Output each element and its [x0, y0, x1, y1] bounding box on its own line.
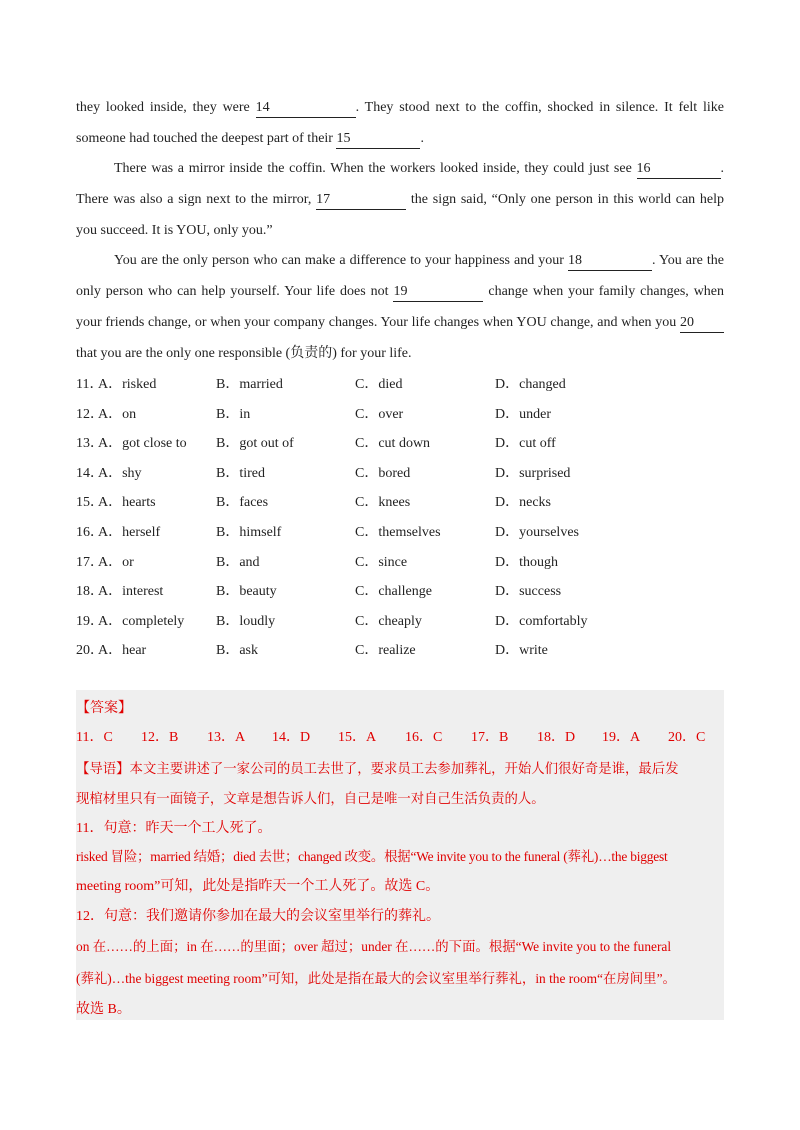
option-d: D．comfortably: [495, 613, 588, 629]
passage-text: .: [720, 161, 725, 176]
passage-line: [76, 184, 724, 215]
question-number: 15．: [76, 495, 104, 511]
answer-heading: 【答案】: [76, 701, 132, 716]
answer-key: 19．A: [602, 730, 641, 745]
option-c: C．cheaply: [355, 613, 422, 629]
option-b: B．tired: [216, 465, 265, 481]
passage-text: There was also a sign next to the mirror,: [76, 192, 312, 207]
option-b: B．got out of: [216, 436, 294, 452]
question-row: [76, 548, 724, 578]
passage-text: the sign said, “Only one person in this world can help: [410, 192, 725, 207]
q11-meaning: 11．句意：昨天一个工人死了。: [76, 821, 272, 836]
question-row: [76, 429, 724, 459]
option-d: D．success: [495, 584, 562, 600]
option-b: B．faces: [216, 495, 269, 511]
question-number: 12．: [76, 406, 104, 422]
passage-line: [76, 92, 724, 123]
option-a: A．hear: [98, 643, 147, 659]
option-c: C．realize: [355, 643, 416, 659]
passage-line: [76, 153, 724, 184]
option-c: C．over: [355, 406, 404, 422]
question-row: [76, 488, 724, 518]
option-a: A．herself: [98, 524, 161, 540]
option-a: A．got close to: [98, 436, 187, 452]
q11-explanation: meeting room”可知，此处是指昨天一个工人死了。故选 C。: [76, 879, 440, 894]
question-row: [76, 400, 724, 430]
passage-text: they looked inside, they were: [76, 100, 250, 115]
question-number: 11．: [76, 377, 104, 392]
blank-16: 16: [637, 160, 721, 179]
blank-14: 14: [256, 99, 356, 118]
option-c: C．knees: [355, 495, 411, 511]
option-c: C．themselves: [355, 524, 441, 540]
option-a: A．interest: [98, 584, 164, 600]
blank-18: 18: [568, 252, 652, 271]
question-number: 18．: [76, 584, 104, 600]
passage-text: change when your family changes, when: [488, 284, 725, 299]
guide-text: 现棺材里只有一面镜子，文章是想告诉人们，自己是唯一对自己生活负责的人。: [76, 791, 545, 806]
answer-key: 18．D: [537, 730, 576, 745]
option-b: B．beauty: [216, 584, 277, 600]
option-c: C．bored: [355, 465, 411, 481]
option-c: C．since: [355, 554, 408, 570]
question-row: [76, 518, 724, 548]
option-c: C．died: [355, 377, 403, 392]
q12-explanation: on 在……的上面；in 在……的里面；over 超过；under 在……的下面。根据“We invite you to the funeral: [76, 939, 672, 954]
guide-text: 【导语】本文主要讲述了一家公司的员工去世了，要求员工去参加葬礼，开始人们很好奇是谁，最后发: [76, 761, 679, 776]
passage-line: [76, 245, 724, 276]
question-row: [76, 459, 724, 489]
passage-text: . They stood next to the coffin, shocked in silence. It felt like: [355, 100, 724, 115]
question-number: 13．: [76, 436, 104, 452]
option-d: D．changed: [495, 377, 566, 392]
question-number: 14．: [76, 465, 104, 481]
passage-text: There was a mirror inside the coffin. When the workers looked inside, they could just see: [114, 161, 632, 176]
answer-key: 12．B: [141, 730, 179, 745]
passage-line: you succeed. It is YOU, only you.”: [76, 223, 273, 238]
question-options: [76, 370, 724, 666]
answer-key: 11．C: [76, 730, 113, 745]
option-d: D．necks: [495, 495, 551, 511]
blank-15: 15: [336, 130, 420, 149]
option-a: A．completely: [98, 613, 185, 629]
option-b: B．and: [216, 554, 260, 570]
blank-17: 17: [316, 191, 406, 210]
option-a: A．or: [98, 554, 134, 570]
passage-paragraph-1: [76, 92, 724, 154]
option-d: D．yourselves: [495, 524, 579, 540]
passage-paragraph-2: [76, 153, 724, 246]
answer-key: 16．C: [405, 730, 443, 745]
option-a: A．shy: [98, 465, 142, 481]
option-d: D．surprised: [495, 465, 571, 481]
question-number: 17．: [76, 554, 104, 570]
passage-paragraph-3: [76, 245, 724, 369]
passage-text: your friends change, or when your company changes. Your life changes when YOU change, and when you: [76, 315, 677, 330]
option-a: A．on: [98, 406, 137, 422]
option-d: D．write: [495, 643, 548, 659]
question-row: [76, 636, 724, 666]
answer-key: 14．D: [272, 730, 311, 745]
passage-line: [76, 276, 724, 307]
passage-text: someone had touched the deepest part of their: [76, 131, 333, 146]
passage-line: [76, 307, 724, 338]
passage-text: .: [420, 131, 424, 146]
option-c: C．challenge: [355, 584, 432, 600]
question-row: [76, 607, 724, 637]
passage-line: [76, 123, 724, 154]
question-row: [76, 577, 724, 607]
option-d: D．though: [495, 554, 558, 570]
question-number: 16．: [76, 524, 104, 540]
blank-20: 20: [680, 314, 724, 333]
answer-key: 17．B: [471, 730, 509, 745]
question-number: 20．: [76, 643, 104, 659]
passage-text: You are the only person who can make a difference to your happiness and your: [114, 253, 564, 268]
q12-meaning: 12．句意：我们邀请你参加在最大的会议室里举行的葬礼。: [76, 909, 440, 924]
option-b: B．ask: [216, 643, 258, 659]
q12-explanation: 故选 B。: [76, 1002, 131, 1017]
question-row: [76, 370, 724, 400]
option-a: A．hearts: [98, 495, 156, 511]
answer-key: 15．A: [338, 730, 377, 745]
option-c: C．cut down: [355, 436, 431, 452]
q11-explanation: risked 冒险；married 结婚；died 去世；changed 改变。根据“We invite you to the funeral (葬礼)…the biggest: [76, 849, 668, 864]
q12-explanation: (葬礼)…the biggest meeting room”可知，此处是指在最大的会议室里举行葬礼，in the room“在房间里”。: [76, 971, 676, 986]
passage-text: only person who can help yourself. Your life does not: [76, 284, 389, 299]
answer-key: 13．A: [207, 730, 246, 745]
passage-text: . You are the: [651, 253, 725, 268]
passage-line: that you are the only one responsible (负责的) for your life.: [76, 346, 412, 361]
blank-19: 19: [393, 283, 483, 302]
option-b: B．himself: [216, 524, 282, 540]
option-b: B．loudly: [216, 613, 276, 629]
question-number: 19．: [76, 613, 104, 629]
option-d: D．cut off: [495, 436, 556, 452]
answer-keys: [76, 723, 724, 753]
answer-key: 20．C: [668, 730, 706, 745]
option-a: A．risked: [98, 377, 157, 392]
option-b: B．married: [216, 377, 283, 392]
option-b: B．in: [216, 406, 251, 422]
option-d: D．under: [495, 406, 551, 422]
